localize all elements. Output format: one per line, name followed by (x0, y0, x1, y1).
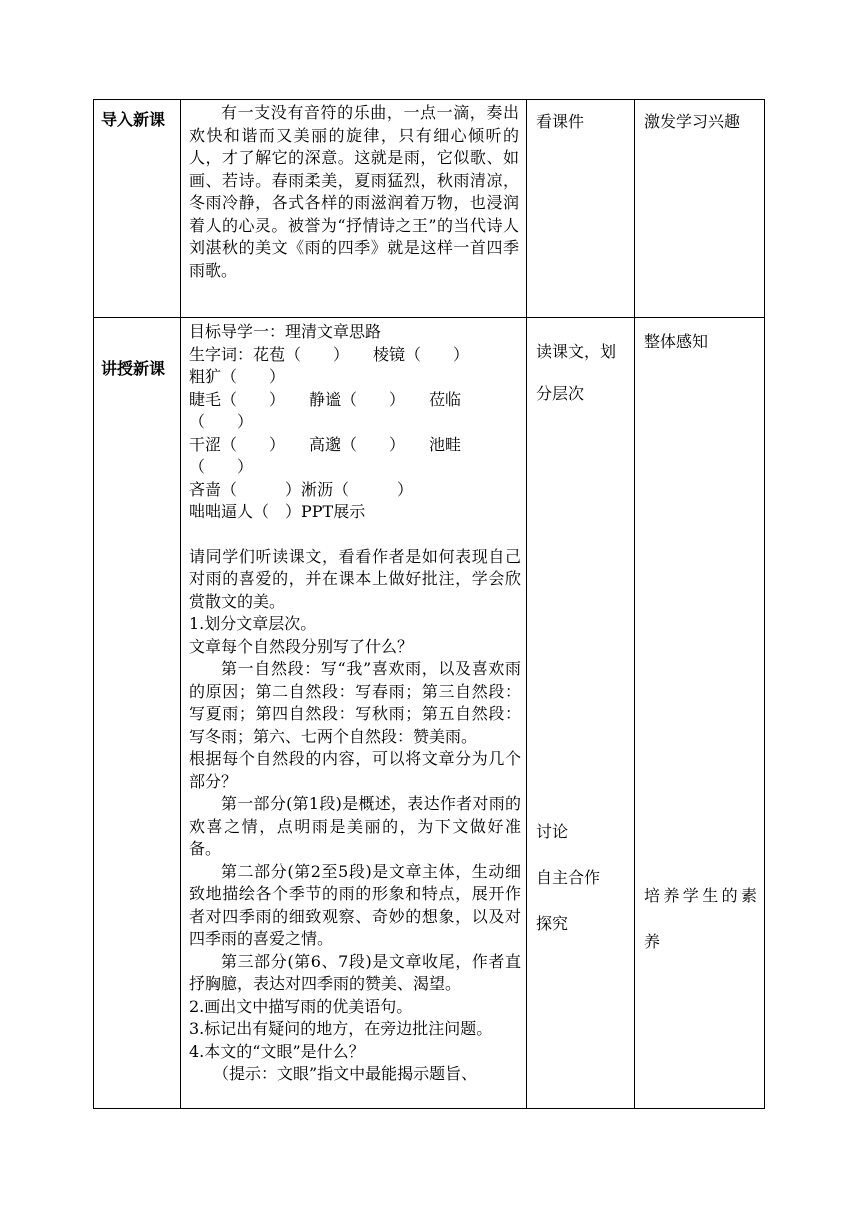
table-border-bottom (93, 1108, 765, 1109)
part-1: 第一部分(第1段)是概述，表达作者对雨的欢喜之情，点明雨是美丽的，为下文做好准备。 (189, 794, 521, 858)
table-border-left (93, 99, 94, 1109)
row-divider (93, 317, 765, 318)
lesson-plan-table (93, 99, 765, 1109)
activity-read: 读课文，划分层次 (536, 342, 617, 403)
question-3: 3.标记出有疑问的地方，在旁边批注问题。 (189, 1019, 493, 1038)
intro-activity: 看课件 (536, 112, 585, 131)
vocab-line: 睫毛（ ） 静谧（ ） 莅临 (189, 389, 462, 409)
column-divider-1 (180, 99, 181, 1109)
column-divider-2 (526, 99, 527, 1109)
stage-label-intro: 导入新课 (101, 110, 166, 129)
activity-item: 讨论 (536, 822, 569, 841)
vocab-line: 生字词：花苞（ ） 棱镜（ ） (189, 344, 470, 364)
blank-line (189, 524, 521, 546)
table-border-top (93, 99, 765, 100)
table-border-right (764, 99, 765, 1109)
vocab-line: 干涩（ ） 高邈（ ） 池畦 (189, 434, 462, 454)
vocab-line: （ ） (189, 457, 254, 476)
intent-perception: 整体感知 (644, 332, 709, 351)
vocab-line: 咄咄逼人（ ）PPT展示 (189, 502, 366, 521)
paragraph-summary: 第一自然段：写“我”喜欢雨，以及喜欢雨的原因；第二自然段：写春雨；第三自然段：写夏雨；第四自然段：写秋雨；第五自然段：写冬雨；第六、七两个自然段：赞美雨。 (189, 659, 521, 746)
part-2: 第二部分(第2至5段)是文章主体，生动细致地描绘各个季节的雨的形象和特点，展开作者对四季雨的细致观察、奇妙的想象，以及对四季雨的喜爱之情。 (189, 861, 521, 948)
intro-content: 有一支没有音符的乐曲，一点一滴，奏出欢快和谐而又美丽的旋律，只有细心倾听的人，才了解它的深意。这就是雨，它似歌、如画、若诗。春雨柔美，夏雨猛烈，秋雨清凉，冬雨冷静，各式各样的雨滋润着万物，也浸润着人的心灵。被誉为“抒情诗之王”的当代诗人刘湛秋的美文《雨的四季》就是这样一首四季雨歌。 (189, 103, 519, 280)
intro-intent: 激发学习兴趣 (644, 112, 741, 131)
goal-heading: 目标导学一：理清文章思路 (189, 322, 382, 341)
part-3: 第三部分(第6、7段)是文章收尾，作者直抒胸臆，表达对四季雨的赞美、渴望。 (189, 951, 521, 993)
question-1: 1.划分文章层次。 (189, 614, 317, 633)
question-4: 4.本文的“文眼”是什么？ (189, 1041, 365, 1061)
stage-label-teaching: 讲授新课 (101, 359, 166, 378)
hint: （提示：文眼”指文中最能揭示题旨、 (213, 1064, 478, 1083)
question-2: 2.画出文中描写雨的优美语句。 (189, 996, 413, 1016)
intent-cultivate: 培养学生的素养 (644, 886, 760, 951)
activity-item: 自主合作 (536, 868, 601, 887)
question-1a: 文章每个自然段分别写了什么？ (189, 636, 414, 656)
activity-item: 探究 (536, 914, 569, 933)
teaching-content (189, 321, 521, 1086)
reading-instruction: 请同学们听读课文，看看作者是如何表现自己对雨的喜爱的，并在课本上做好批注，学会欣赏散文的美。 (189, 546, 521, 611)
vocab-line: 粗犷（ ） (189, 367, 286, 386)
column-divider-3 (634, 99, 635, 1109)
activity-discuss (536, 821, 628, 959)
question-1b: 根据每个自然段的内容，可以将文章分为几个部分？ (189, 749, 521, 791)
vocab-line: （ ） (189, 412, 254, 431)
vocab-line: 吝啬（ ）淅沥（ ） (189, 479, 414, 499)
